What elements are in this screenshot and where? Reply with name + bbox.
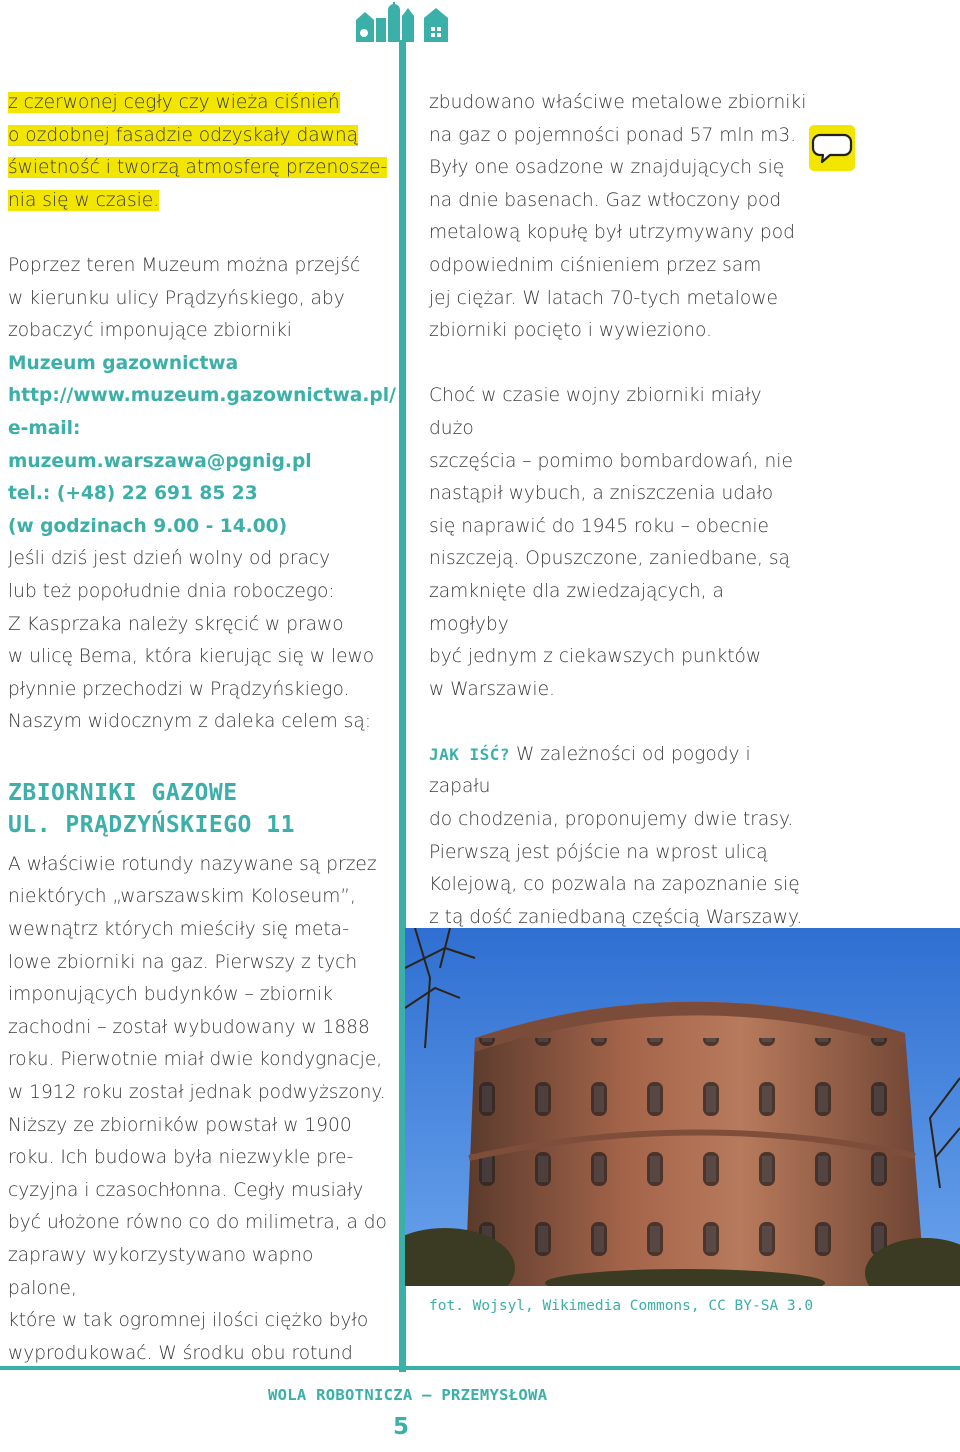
text-line: w Warszawie.	[429, 678, 555, 700]
text-line: Niższy ze zbiorników powstał w 1900	[8, 1114, 352, 1136]
text-line: być jednym z ciekawszych punktów	[429, 646, 762, 668]
text-line: Jeśli dziś jest dzień wolny od pracy	[8, 548, 331, 570]
text-line: Naszym widocznym z daleka celem są:	[8, 711, 371, 733]
museum-name: Muzeum gazownictwa	[8, 352, 239, 374]
text-line: niektórych „warszawskim Koloseum”,	[8, 886, 356, 908]
text-line: płynnie przechodzi w Prądzyńskiego.	[8, 678, 350, 700]
museum-email-link[interactable]: e-mail: muzeum.warszawa@pgnig.pl	[8, 417, 312, 472]
route-paragraph	[8, 250, 396, 739]
highlighted-line: świetność i tworzą atmosferę przenosze-	[8, 157, 388, 179]
text-line: Kolejową, co pozwala na zapoznanie się	[429, 874, 800, 896]
text-line: Poprzez teren Muzeum można przejść	[8, 254, 361, 276]
text-line: do chodzenia, proponujemy dwie trasy.	[429, 809, 794, 831]
text-line: zaprawy wykorzystywano wapno palone,	[8, 1245, 314, 1299]
text-line: które w tak ogromnej ilości ciężko było	[8, 1310, 369, 1332]
jak-isc-label: JAK IŚĆ?	[429, 744, 511, 764]
text-line: Były one osadzone w znajdujących się	[429, 157, 785, 179]
right-column	[429, 87, 809, 1000]
gas-tank-photo	[405, 928, 960, 1286]
text-line: zamknięte dla zwiedzających, a mogłyby	[429, 580, 724, 635]
photo-caption: fot. Wojsyl, Wikimedia Commons, CC BY-SA 3.0	[429, 1298, 814, 1314]
page-number: 5	[393, 1414, 410, 1440]
tanks-paragraph	[429, 87, 809, 348]
text-line: zobaczyć imponujące zbiorniki	[8, 320, 292, 342]
text-line: wyprodukować. W środku obu rotund	[8, 1342, 353, 1364]
left-column	[8, 87, 396, 1370]
highlighted-line: nia się w czasie.	[8, 189, 160, 211]
footer-rule	[0, 1366, 960, 1370]
war-paragraph	[429, 380, 809, 706]
text-line: Choć w czasie wojny zbiorniki miały dużo	[429, 385, 762, 439]
text-line: na gaz o pojemności ponad 57 mln m3.	[429, 124, 797, 146]
text-line: lub też popołudnie dnia roboczego:	[8, 580, 335, 602]
city-skyline-icon	[354, 2, 454, 44]
museum-phone: tel.: (+48) 22 691 85 23	[8, 483, 258, 505]
text-line: jej ciężar. W latach 70-tych metalowe	[429, 287, 778, 309]
text-line: zachodni – został wybudowany w 1888	[8, 1016, 370, 1038]
text-line: zbiorniki pocięto i wywieziono.	[429, 320, 712, 342]
text-line: w kierunku ulicy Prądzyńskiego, aby	[8, 287, 345, 309]
text-line: z tą dość zaniedbaną częścią Warszawy.	[429, 906, 803, 928]
text-line: odpowiednim ciśnieniem przez sam	[429, 254, 762, 276]
speech-bubble-icon	[808, 124, 856, 172]
highlighted-line: o ozdobnej fasadzie odzyskały dawną	[8, 124, 359, 146]
text-line: wewnątrz których mieściły się meta-	[8, 919, 349, 941]
section-heading	[8, 777, 388, 841]
text-line: w ulicę Bema, która kierując się w lewo	[8, 646, 375, 668]
highlighted-line: z czerwonej cegły czy wieża ciśnień	[8, 92, 340, 113]
heading-line: ZBIORNIKI GAZOWE	[8, 779, 238, 806]
text-line: Z Kasprzaka należy skręcić w prawo	[8, 613, 344, 635]
text-line: niszczeją. Opuszczone, zaniedbane, są	[429, 548, 790, 570]
text-line: w 1912 roku został jednak podwyższony.	[8, 1082, 386, 1104]
text-line: A właściwie rotundy nazywane są przez	[8, 853, 377, 875]
text-line: W zależności od pogody i zapału	[429, 743, 751, 798]
text-line: imponujących budynków – zbiornik	[8, 984, 333, 1006]
text-line: metalową kopułę był utrzymywany pod	[429, 222, 795, 244]
text-line: zbudowano właściwe metalowe zbiorniki	[429, 92, 807, 113]
intro-text	[8, 87, 388, 217]
footer-title: WOLA ROBOTNICZA – PRZEMYSŁOWA	[268, 1386, 548, 1404]
text-line: na dnie basenach. Gaz wtłoczony pod	[429, 189, 782, 211]
text-line: roku. Ich budowa była niezwykle pre-	[8, 1147, 354, 1169]
text-line: Pierwszą jest pójście na wprost ulicą	[429, 841, 768, 863]
text-line: nastąpił wybuch, a zniszczenia udało	[429, 483, 774, 505]
heading-line: UL. PRĄDZYŃSKIEGO 11	[8, 811, 295, 838]
text-line: być ułożone równo co do milimetra, a do	[8, 1212, 387, 1234]
text-line: lowe zbiorniki na gaz. Pierwszy z tych	[8, 951, 358, 973]
museum-url-link[interactable]: http://www.muzeum.gazownictwa.pl/	[8, 385, 396, 407]
text-line: szczęścia – pomimo bombardowań, nie	[429, 450, 793, 472]
text-line: roku. Pierwotnie miał dwie kondygnacje,	[8, 1049, 383, 1071]
museum-hours: (w godzinach 9.00 - 14.00)	[8, 515, 288, 537]
text-line: się naprawić do 1945 roku – obecnie	[429, 515, 769, 537]
text-line: cyzyjna i czasochłonna. Cegły musiały	[8, 1179, 364, 1201]
body-paragraph	[8, 849, 388, 1371]
